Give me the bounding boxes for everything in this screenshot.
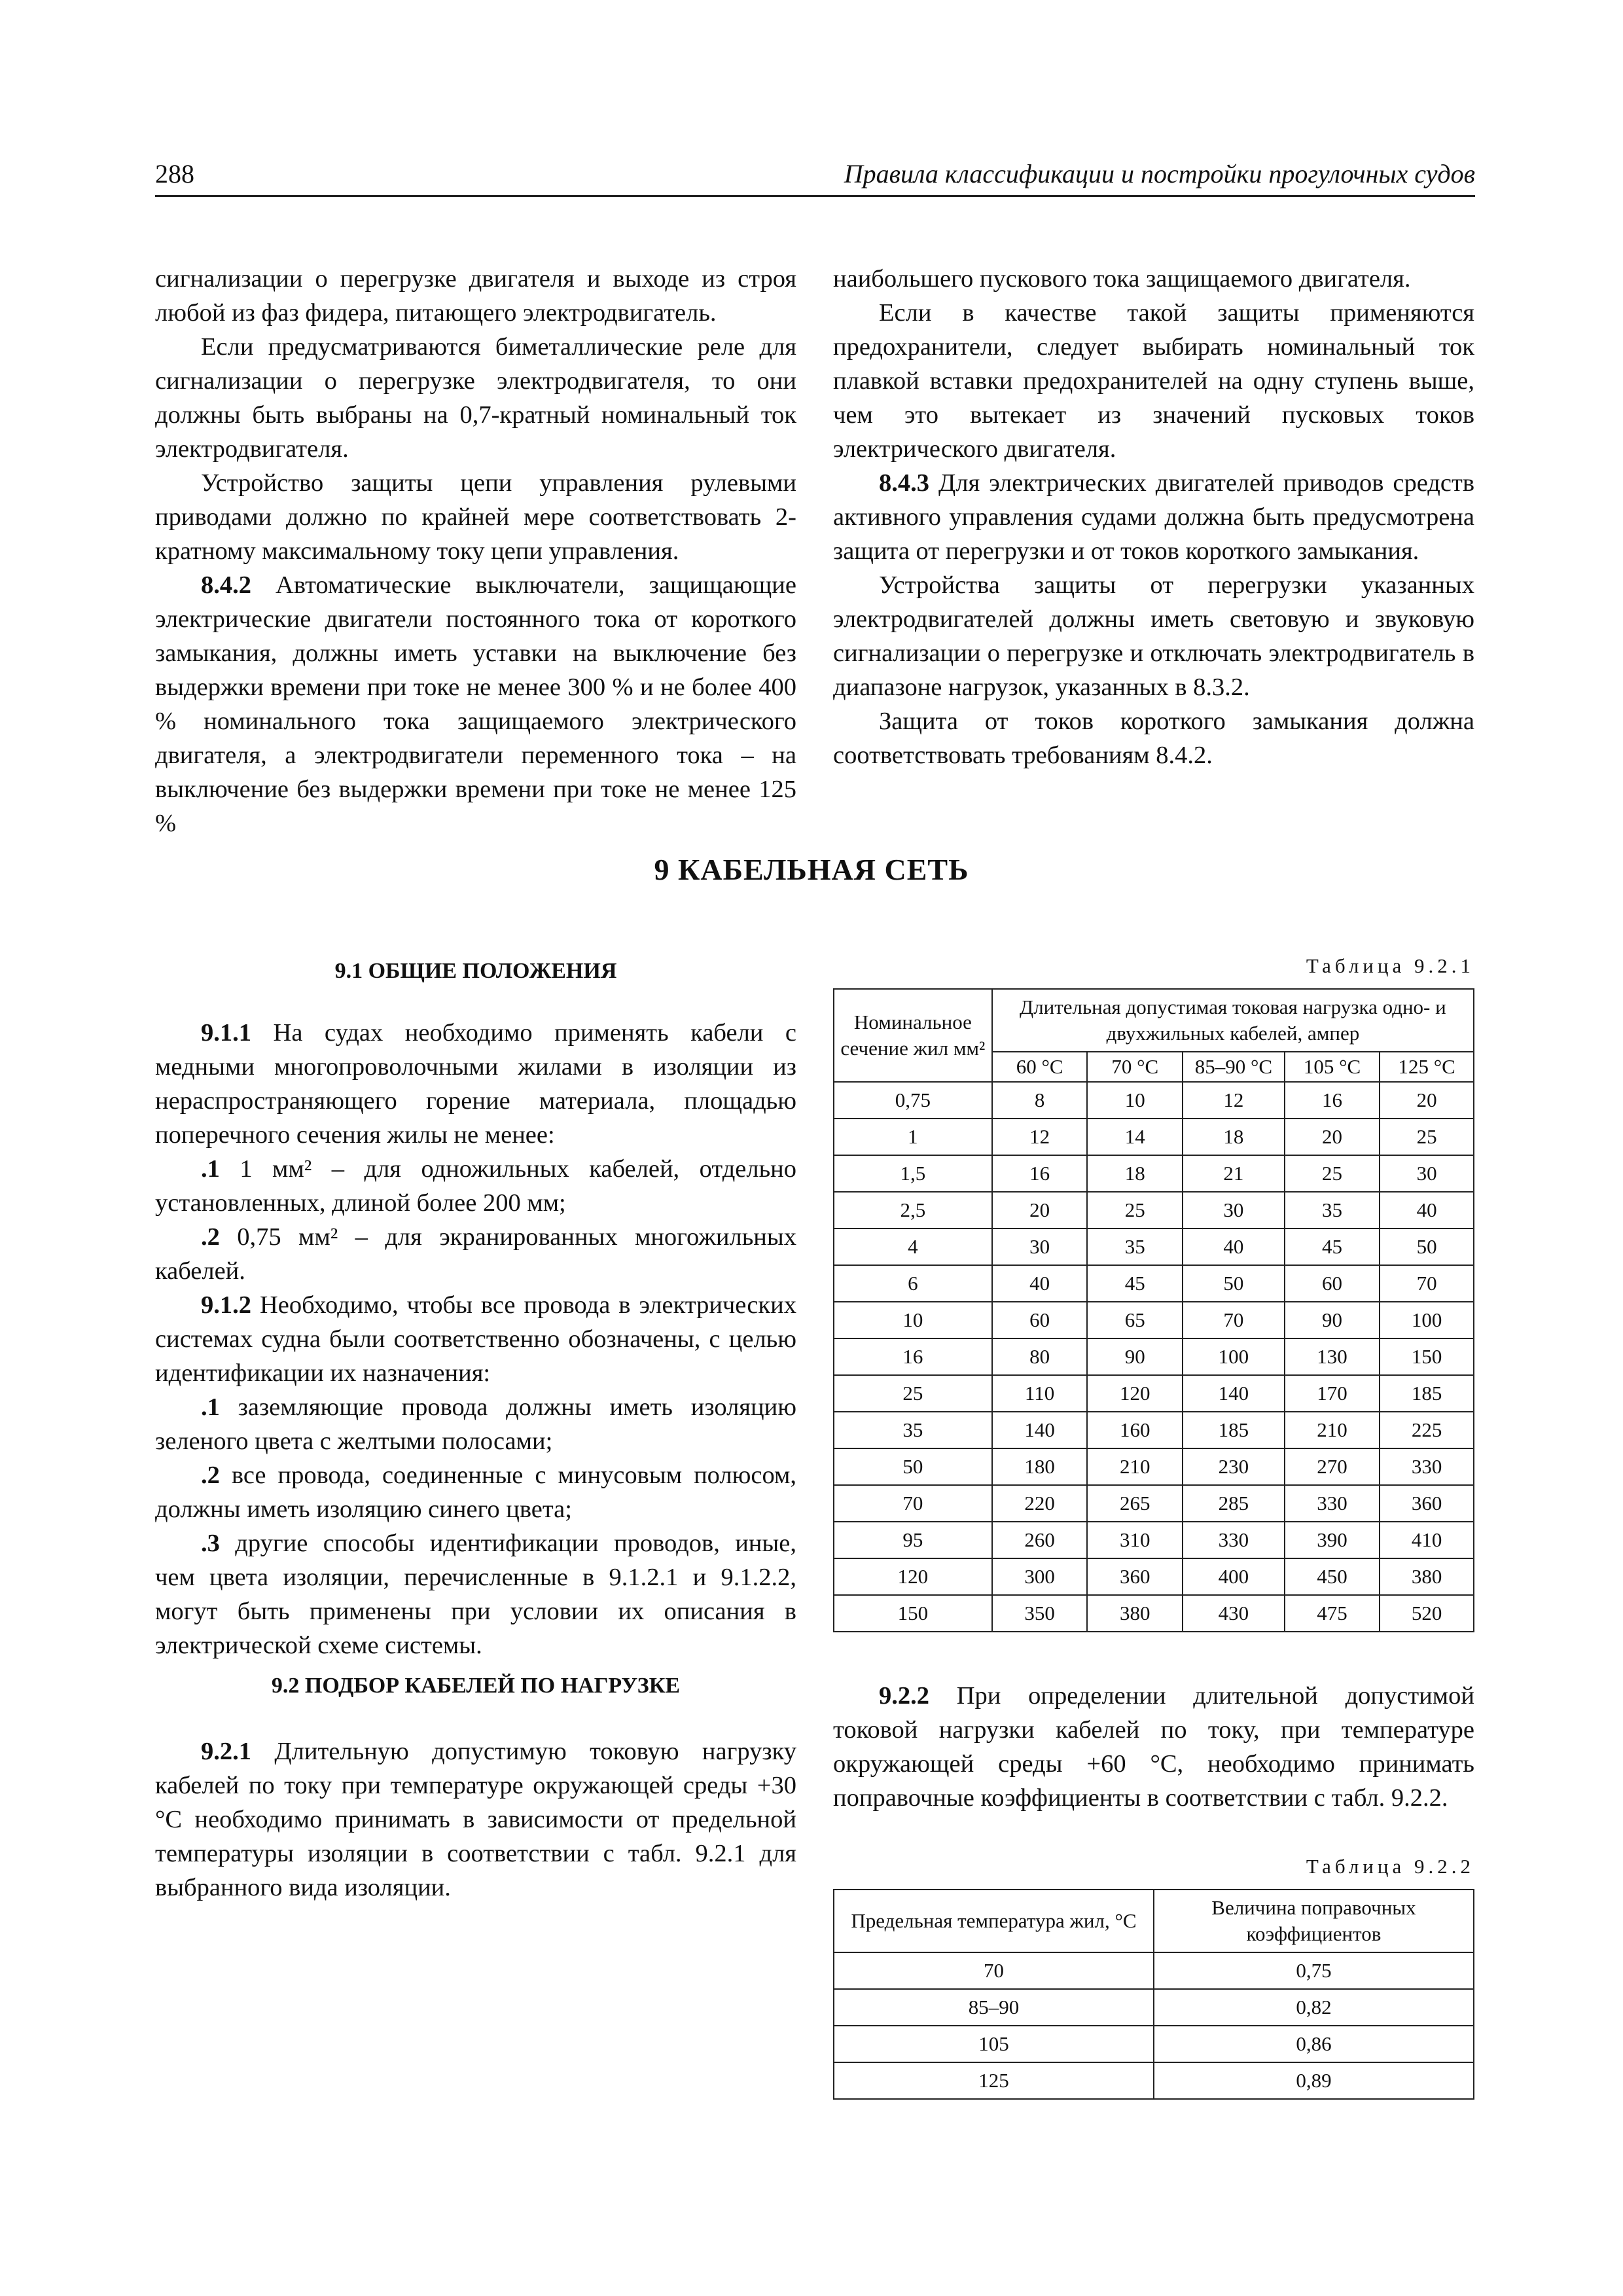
table-cell: 265 bbox=[1087, 1485, 1183, 1522]
table-cell: 30 bbox=[1380, 1155, 1474, 1192]
table-cell: 18 bbox=[1183, 1119, 1285, 1155]
table-row bbox=[834, 2026, 1474, 2062]
paragraph-text: все провода, соединенные с минусовым полюсом, должны иметь изоляцию синего цвета; bbox=[155, 1462, 796, 1523]
head-group-label: Длительная допустимая токовая нагрузка одно- и двухжильных кабелей, ампер bbox=[1020, 996, 1446, 1045]
table-cell: 125 bbox=[834, 2062, 1154, 2099]
running-title: Правила классификации и постройки прогулочных судов bbox=[844, 159, 1475, 188]
paragraph bbox=[833, 262, 1474, 296]
table-cell: 16 bbox=[1285, 1082, 1380, 1119]
table-cell: 380 bbox=[1380, 1558, 1474, 1595]
table-cell: 400 bbox=[1183, 1558, 1285, 1595]
paragraph bbox=[155, 1734, 796, 1905]
table-9-2-1-head-group bbox=[992, 989, 1474, 1052]
table-cell: 50 bbox=[1380, 1229, 1474, 1265]
paragraph bbox=[155, 568, 796, 840]
table-cell: 330 bbox=[1285, 1485, 1380, 1522]
table-cell: 130 bbox=[1285, 1338, 1380, 1375]
table-cell: 140 bbox=[992, 1412, 1088, 1448]
table-cell: 110 bbox=[992, 1375, 1088, 1412]
paragraph-text: наибольшего пускового тока защищаемого двигателя. bbox=[833, 265, 1411, 293]
table-cell: 0,89 bbox=[1154, 2062, 1474, 2099]
table-cell: 230 bbox=[1183, 1448, 1285, 1485]
table-row bbox=[834, 2062, 1474, 2099]
table-cell: 70 bbox=[1183, 1302, 1285, 1338]
paragraph-text: Если в качестве такой защиты применяются предохранители, следует выбирать номинальный ток плавкой вставки предохранителей на одну ступень выше, чем это вытекает из значений пусковых токов электрического двигателя. bbox=[833, 299, 1474, 463]
paragraph bbox=[155, 330, 796, 466]
table-9-2-1-head-temp: 125 °С bbox=[1380, 1052, 1474, 1082]
table-row bbox=[834, 1558, 1474, 1595]
table-9-2-1-head-temp: 60 °С bbox=[992, 1052, 1088, 1082]
table-cell: 160 bbox=[1087, 1412, 1183, 1448]
table-9-2-1-head-temp: 105 °С bbox=[1285, 1052, 1380, 1082]
table-cell: 100 bbox=[1183, 1338, 1285, 1375]
page-number: 288 bbox=[155, 159, 194, 188]
clause-number: .1 bbox=[201, 1155, 220, 1183]
table-cell: 330 bbox=[1380, 1448, 1474, 1485]
clause-number: .2 bbox=[201, 1462, 220, 1489]
table-cell: 120 bbox=[834, 1558, 992, 1595]
table-cell: 350 bbox=[992, 1595, 1088, 1632]
table-row bbox=[834, 1265, 1474, 1302]
table-cell: 1 bbox=[834, 1119, 992, 1155]
table-cell: 12 bbox=[992, 1119, 1088, 1155]
table-cell: 20 bbox=[1380, 1082, 1474, 1119]
paragraph bbox=[155, 1458, 796, 1526]
table-row bbox=[834, 1229, 1474, 1265]
table-cell: 330 bbox=[1183, 1522, 1285, 1558]
table-cell: 60 bbox=[1285, 1265, 1380, 1302]
clause-number: 9.2.1 bbox=[201, 1738, 251, 1765]
clause-number: .1 bbox=[201, 1393, 220, 1421]
paragraph-text: 1 мм² – для одножильных кабелей, отдельно установленных, длиной более 200 мм; bbox=[155, 1155, 796, 1217]
running-header bbox=[155, 156, 1475, 197]
table-cell: 70 bbox=[834, 1952, 1154, 1989]
paragraph bbox=[155, 1526, 796, 1662]
table-cell: 360 bbox=[1087, 1558, 1183, 1595]
paragraph bbox=[833, 296, 1474, 466]
top-left-column bbox=[155, 262, 796, 840]
paragraph bbox=[155, 1288, 796, 1390]
table-cell: 1,5 bbox=[834, 1155, 992, 1192]
table-cell: 310 bbox=[1087, 1522, 1183, 1558]
table-row bbox=[834, 1595, 1474, 1632]
paragraph bbox=[833, 1679, 1474, 1815]
table-cell: 8 bbox=[992, 1082, 1088, 1119]
table-cell: 105 bbox=[834, 2026, 1154, 2062]
table-cell: 475 bbox=[1285, 1595, 1380, 1632]
table-cell: 225 bbox=[1380, 1412, 1474, 1448]
table-cell: 4 bbox=[834, 1229, 992, 1265]
paragraph bbox=[155, 262, 796, 330]
table-cell: 35 bbox=[1087, 1229, 1183, 1265]
table-cell: 25 bbox=[1087, 1192, 1183, 1229]
table-9-2-1 bbox=[833, 988, 1474, 1632]
table-cell: 80 bbox=[992, 1338, 1088, 1375]
table-cell: 35 bbox=[1285, 1192, 1380, 1229]
table-9-2-2 bbox=[833, 1889, 1474, 2100]
paragraph-text: Для электрических двигателей приводов средств активного управления судами должна быть предусмотрена защита от перегрузки и от токов короткого замыкания. bbox=[833, 469, 1474, 565]
table-cell: 140 bbox=[1183, 1375, 1285, 1412]
table-cell: 95 bbox=[834, 1522, 992, 1558]
table-cell: 20 bbox=[1285, 1119, 1380, 1155]
table-cell: 450 bbox=[1285, 1558, 1380, 1595]
table-cell: 12 bbox=[1183, 1082, 1285, 1119]
table-cell: 10 bbox=[1087, 1082, 1183, 1119]
section-9-2 bbox=[155, 1669, 796, 1905]
table-cell: 520 bbox=[1380, 1595, 1474, 1632]
table-cell: 50 bbox=[1183, 1265, 1285, 1302]
table-row bbox=[834, 1338, 1474, 1375]
table-cell: 70 bbox=[1380, 1265, 1474, 1302]
table-cell: 210 bbox=[1285, 1412, 1380, 1448]
table-row bbox=[834, 1412, 1474, 1448]
table-cell: 25 bbox=[1380, 1119, 1474, 1155]
table-row bbox=[834, 1155, 1474, 1192]
table-cell: 21 bbox=[1183, 1155, 1285, 1192]
table-9-2-1-caption: Таблица 9.2.1 bbox=[1306, 954, 1474, 977]
chapter-title: 9 КАБЕЛЬНАЯ СЕТЬ bbox=[654, 853, 969, 886]
table-9-2-1-head-temp: 85–90 °С bbox=[1183, 1052, 1285, 1082]
paragraph-text: другие способы идентификации проводов, иные, чем цвета изоляции, перечисленные в 9.1.2.1 и 9.1.2.2, могут быть применены при условии их описания в электрической схеме системы. bbox=[155, 1530, 796, 1659]
paragraph bbox=[155, 1152, 796, 1220]
table-cell: 40 bbox=[992, 1265, 1088, 1302]
table-cell: 210 bbox=[1087, 1448, 1183, 1485]
table-9-2-1-head-section bbox=[834, 989, 992, 1082]
paragraph-text: Устройство защиты цепи управления рулевыми приводами должно по крайней мере соответствовать 2-кратному максимальному току цепи управления. bbox=[155, 469, 796, 565]
table-row bbox=[834, 1082, 1474, 1119]
table-cell: 0,75 bbox=[834, 1082, 992, 1119]
table-cell: 60 bbox=[992, 1302, 1088, 1338]
clause-number: 9.2.2 bbox=[879, 1682, 929, 1710]
paragraph bbox=[833, 466, 1474, 568]
table-cell: 18 bbox=[1087, 1155, 1183, 1192]
paragraph-text: Автоматические выключатели, защищающие электрические двигатели постоянного тока от короткого замыкания, должны иметь уставки на выключение без выдержки времени при токе не менее 300 % и не более 400 % номинального тока защищаемого электрического двигателя, а электродвигатели переменного тока – на выключение без выдержки времени при токе не менее 125 % bbox=[155, 571, 796, 837]
clause-number: .3 bbox=[201, 1530, 220, 1557]
table-cell: 410 bbox=[1380, 1522, 1474, 1558]
table-row bbox=[834, 1989, 1474, 2026]
table-cell: 185 bbox=[1380, 1375, 1474, 1412]
table-cell: 25 bbox=[1285, 1155, 1380, 1192]
paragraph-text: Если предусматриваются биметаллические реле для сигнализации о перегрузке электродвигателя, то они должны быть выбраны на 0,7-кратный номинальный ток электродвигателя. bbox=[155, 333, 796, 463]
table-cell: 380 bbox=[1087, 1595, 1183, 1632]
table-row bbox=[834, 1485, 1474, 1522]
table-cell: 185 bbox=[1183, 1412, 1285, 1448]
table-cell: 30 bbox=[992, 1229, 1088, 1265]
table-cell: 2,5 bbox=[834, 1192, 992, 1229]
table-cell: 0,82 bbox=[1154, 1989, 1474, 2026]
paragraph-text: Длительную допустимую токовую нагрузку кабелей по току при температуре окружающей среды +30 °С необходимо принимать в зависимости от предельной температуры изоляции в соответствии с табл. 9.2.1 для выбранного вида изоляции. bbox=[155, 1738, 796, 1901]
paragraph-text: заземляющие провода должны иметь изоляцию зеленого цвета с желтыми полосами; bbox=[155, 1393, 796, 1455]
paragraph-text: Необходимо, чтобы все провода в электрических системах судна были соответственно обозначены, с целью идентификации их назначения: bbox=[155, 1291, 796, 1387]
table-cell: 90 bbox=[1285, 1302, 1380, 1338]
table-row bbox=[834, 1302, 1474, 1338]
clause-number: 9.1.1 bbox=[201, 1019, 251, 1047]
table-cell: 25 bbox=[834, 1375, 992, 1412]
table-cell: 16 bbox=[834, 1338, 992, 1375]
table-cell: 40 bbox=[1380, 1192, 1474, 1229]
table-cell: 45 bbox=[1087, 1265, 1183, 1302]
table-cell: 180 bbox=[992, 1448, 1088, 1485]
table-cell: 85–90 bbox=[834, 1989, 1154, 2026]
table-cell: 150 bbox=[1380, 1338, 1474, 1375]
table-cell: 40 bbox=[1183, 1229, 1285, 1265]
table-cell: 120 bbox=[1087, 1375, 1183, 1412]
section-9-1 bbox=[155, 954, 796, 1662]
paragraph-text: При определении длительной допустимой токовой нагрузки кабелей по току, при температуре окружающей среды +60 °С, необходимо принимать поправочные коэффициенты в соответствии с табл. 9.2.2. bbox=[833, 1682, 1474, 1812]
paragraph bbox=[155, 466, 796, 568]
table-cell: 0,75 bbox=[1154, 1952, 1474, 1989]
section-title-9-1: 9.1 ОБЩИЕ ПОЛОЖЕНИЯ bbox=[334, 959, 617, 983]
clause-number: 8.4.2 bbox=[201, 571, 251, 599]
table-cell: 6 bbox=[834, 1265, 992, 1302]
table-cell: 220 bbox=[992, 1485, 1088, 1522]
table-cell: 150 bbox=[834, 1595, 992, 1632]
table-cell: 170 bbox=[1285, 1375, 1380, 1412]
clause-number: 8.4.3 bbox=[879, 469, 929, 497]
table-9-2-2-caption: Таблица 9.2.2 bbox=[1306, 1855, 1474, 1878]
table-cell: 100 bbox=[1380, 1302, 1474, 1338]
table-cell: 285 bbox=[1183, 1485, 1285, 1522]
paragraph-text: Защита от токов короткого замыкания должна соответствовать требованиям 8.4.2. bbox=[833, 708, 1474, 769]
table-cell: 260 bbox=[992, 1522, 1088, 1558]
table-cell: 16 bbox=[992, 1155, 1088, 1192]
table-cell: 90 bbox=[1087, 1338, 1183, 1375]
table-cell: 70 bbox=[834, 1485, 992, 1522]
paragraph-text: Устройства защиты от перегрузки указанных электродвигателей должны иметь световую и звуковую сигнализации о перегрузке и отключать электродвигатель в диапазоне нагрузок, указанных в 8.3.2. bbox=[833, 571, 1474, 701]
paragraph bbox=[833, 704, 1474, 772]
table-cell: 0,86 bbox=[1154, 2026, 1474, 2062]
top-right-column bbox=[833, 262, 1474, 772]
table-cell: 30 bbox=[1183, 1192, 1285, 1229]
table-cell: 14 bbox=[1087, 1119, 1183, 1155]
paragraph bbox=[155, 1390, 796, 1458]
table-cell: 50 bbox=[834, 1448, 992, 1485]
table-row bbox=[834, 1119, 1474, 1155]
paragraph bbox=[155, 1016, 796, 1152]
table-cell: 35 bbox=[834, 1412, 992, 1448]
table-cell: 65 bbox=[1087, 1302, 1183, 1338]
paragraph-text: 0,75 мм² – для экранированных многожильных кабелей. bbox=[155, 1223, 796, 1285]
table-cell: 10 bbox=[834, 1302, 992, 1338]
table-cell: 390 bbox=[1285, 1522, 1380, 1558]
paragraph bbox=[155, 1220, 796, 1288]
table-9-2-2-head: Предельная температура жил, °С bbox=[834, 1890, 1154, 1952]
table-row bbox=[834, 1375, 1474, 1412]
section-title-9-2: 9.2 ПОДБОР КАБЕЛЕЙ ПО НАГРУЗКЕ bbox=[271, 1674, 681, 1698]
table-cell: 270 bbox=[1285, 1448, 1380, 1485]
table-cell: 430 bbox=[1183, 1595, 1285, 1632]
clause-number: 9.1.2 bbox=[201, 1291, 251, 1319]
table-9-2-2-head: Величина поправочных коэффициентов bbox=[1154, 1890, 1474, 1952]
table-row bbox=[834, 1522, 1474, 1558]
paragraph-text: сигнализации о перегрузке двигателя и выходе из строя любой из фаз фидера, питающего электродвигатель. bbox=[155, 265, 796, 327]
section-9-1-body bbox=[155, 1016, 796, 1662]
table-cell: 20 bbox=[992, 1192, 1088, 1229]
table-row bbox=[834, 1192, 1474, 1229]
table-cell: 360 bbox=[1380, 1485, 1474, 1522]
table-cell: 300 bbox=[992, 1558, 1088, 1595]
table-row bbox=[834, 1952, 1474, 1989]
table-cell: 45 bbox=[1285, 1229, 1380, 1265]
clause-number: .2 bbox=[201, 1223, 220, 1251]
paragraph-text: На судах необходимо применять кабели с медными многопроволочными жилами в изоляции из нераспространяющего горение материала, площадью поперечного сечения жилы не менее: bbox=[155, 1019, 796, 1149]
table-9-2-1-head-temp: 70 °С bbox=[1087, 1052, 1183, 1082]
paragraph bbox=[833, 568, 1474, 704]
table-row bbox=[834, 1448, 1474, 1485]
section-9-2-body bbox=[155, 1734, 796, 1905]
paragraph-9-2-2 bbox=[833, 1679, 1474, 1815]
head-section-label: Номинальное сечение жил мм² bbox=[840, 1011, 986, 1060]
